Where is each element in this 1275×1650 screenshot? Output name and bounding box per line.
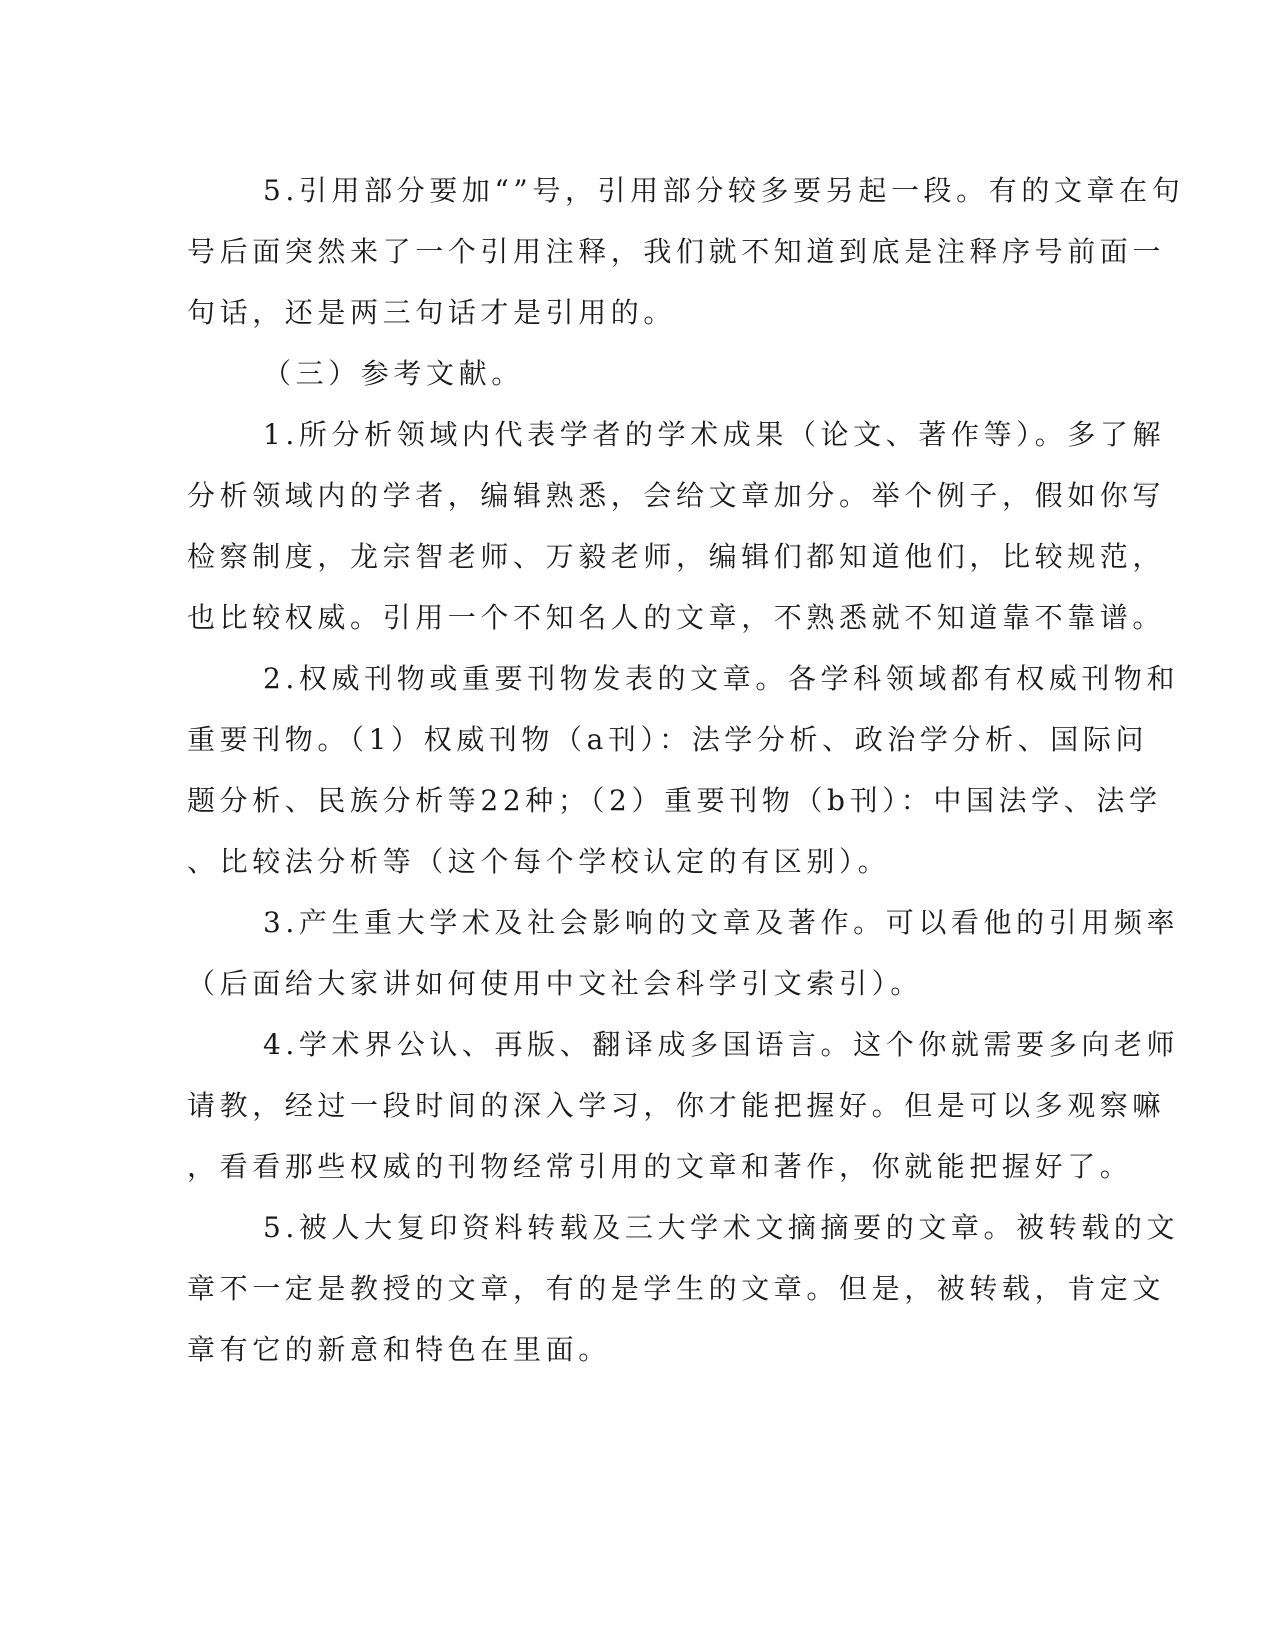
document-body — [187, 160, 1185, 1380]
paragraph-1-line-2: 分析领域内的学者，编辑熟悉，会给文章加分。举个例子，假如你写 — [187, 479, 1166, 512]
paragraph-1-line-4: 也比较权威。引用一个不知名人的文章，不熟悉就不知道靠不靠谱。 — [187, 601, 1166, 634]
paragraph-5-line-3: 章有它的新意和特色在里面。 — [187, 1333, 611, 1366]
paragraph-1-line-3: 检察制度，龙宗智老师、万毅老师，编辑们都知道他们，比较规范， — [187, 540, 1166, 573]
paragraph-3-line-2: （后面给大家讲如何使用中文社会科学引文索引）。 — [187, 967, 923, 1000]
paragraph-5-quote-line-2: 号后面突然来了一个引用注释，我们就不知道到底是注释序号前面一 — [187, 235, 1166, 268]
paragraph-2-line-4: 、比较法分析等（这个每个学校认定的有区别）。 — [187, 845, 891, 878]
paragraph-5-line-2: 章不一定是教授的文章，有的是学生的文章。但是，被转载，肯定文 — [187, 1272, 1166, 1305]
paragraph-2-line-3: 题分析、民族分析等22种；（2）重要刊物（b刊）：中国法学、法学 — [187, 784, 1162, 817]
paragraph-3-line-1: 3.产生重大学术及社会影响的文章及著作。可以看他的引用频率 — [263, 906, 1180, 939]
paragraph-4-line-1: 4.学术界公认、再版、翻译成多国语言。这个你就需要多向老师 — [263, 1028, 1180, 1061]
paragraph-4-line-3: ，看看那些权威的刊物经常引用的文章和著作，你就能把握好了。 — [187, 1150, 1133, 1183]
paragraph-4-line-2: 请教，经过一段时间的深入学习，你才能把握好。但是可以多观察嘛 — [187, 1089, 1166, 1122]
paragraph-5-quote-line-1: 5.引用部分要加“”号，引用部分较多要另起一段。有的文章在句 — [263, 174, 1185, 207]
paragraph-2-line-1: 2.权威刊物或重要刊物发表的文章。各学科领域都有权威刊物和 — [263, 662, 1180, 695]
paragraph-5-line-1: 5.被人大复印资料转载及三大学术文摘摘要的文章。被转载的文 — [263, 1211, 1180, 1244]
paragraph-2-line-2: 重要刊物。（1）权威刊物（a刊）：法学分析、政治学分析、国际问 — [187, 723, 1149, 756]
paragraph-5-quote-line-3: 句话，还是两三句话才是引用的。 — [187, 296, 677, 329]
paragraph-1-line-1: 1.所分析领域内代表学者的学术成果（论文、著作等）。多了解 — [263, 418, 1166, 451]
section-heading-references: （三）参考文献。 — [263, 357, 524, 390]
